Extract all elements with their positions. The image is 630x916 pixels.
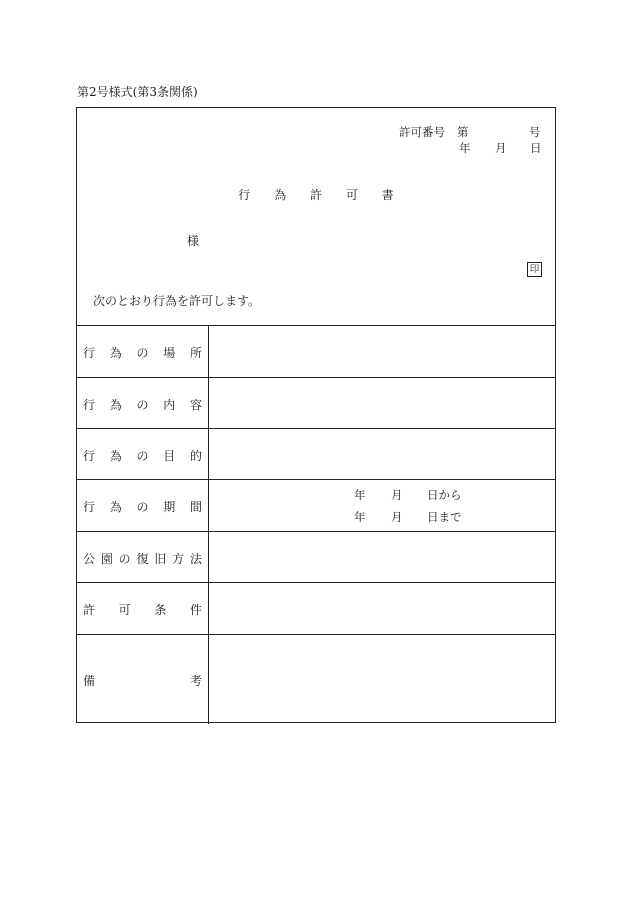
table-row: [77, 582, 555, 634]
permit-number-dai: 第: [457, 125, 469, 139]
title-char: 可: [345, 188, 358, 202]
table-row: [77, 531, 555, 582]
title-char: 行: [238, 188, 251, 202]
table-row: [77, 377, 555, 428]
addressee-suffix: 様: [187, 234, 200, 248]
table-row: [77, 428, 555, 479]
title-char: 許: [309, 188, 322, 202]
document-title: [77, 186, 555, 203]
row-label-purpose: 行 為 の 目 的: [83, 449, 202, 463]
row-label-content: 行 為 の 内 容: [83, 398, 202, 412]
permit-number-label: 許可番号: [399, 125, 445, 139]
row-label-remarks: 備 考: [83, 674, 202, 688]
row-label-place: 行 為 の 場 所: [83, 346, 202, 360]
title-char: 書: [381, 188, 394, 202]
row-label-period: 行 為 の 期 間: [83, 500, 202, 514]
issue-date: [459, 140, 549, 156]
row-label-cell: [77, 635, 209, 724]
row-label-cell: [77, 429, 209, 479]
title-char: 為: [274, 188, 287, 202]
permit-form: [76, 107, 556, 723]
row-label-cell: [77, 480, 209, 531]
intro-text: 次のとおり行為を許可します。: [93, 294, 261, 308]
period-from: 年 月 日から: [354, 488, 462, 502]
row-label-cell: [77, 583, 209, 634]
row-label-conditions: 許 可 条 件: [83, 603, 202, 617]
issue-date-year: 年: [459, 141, 471, 155]
issue-date-month: 月: [495, 141, 507, 155]
row-label-cell: [77, 326, 209, 377]
issue-date-day: 日: [530, 141, 542, 155]
row-label-restoration: 公 園 の 復 旧 方 法: [83, 552, 202, 566]
seal-mark: 印: [527, 262, 542, 277]
permit-number-go: 号: [529, 125, 541, 139]
period-to: 年 月 日まで: [354, 510, 462, 524]
row-label-cell: [77, 532, 209, 582]
form-number: 第2号様式(第3条関係): [77, 85, 198, 99]
table-row: [77, 634, 555, 724]
row-label-cell: [77, 378, 209, 428]
table-row: [77, 479, 555, 531]
table-row: [77, 325, 555, 377]
